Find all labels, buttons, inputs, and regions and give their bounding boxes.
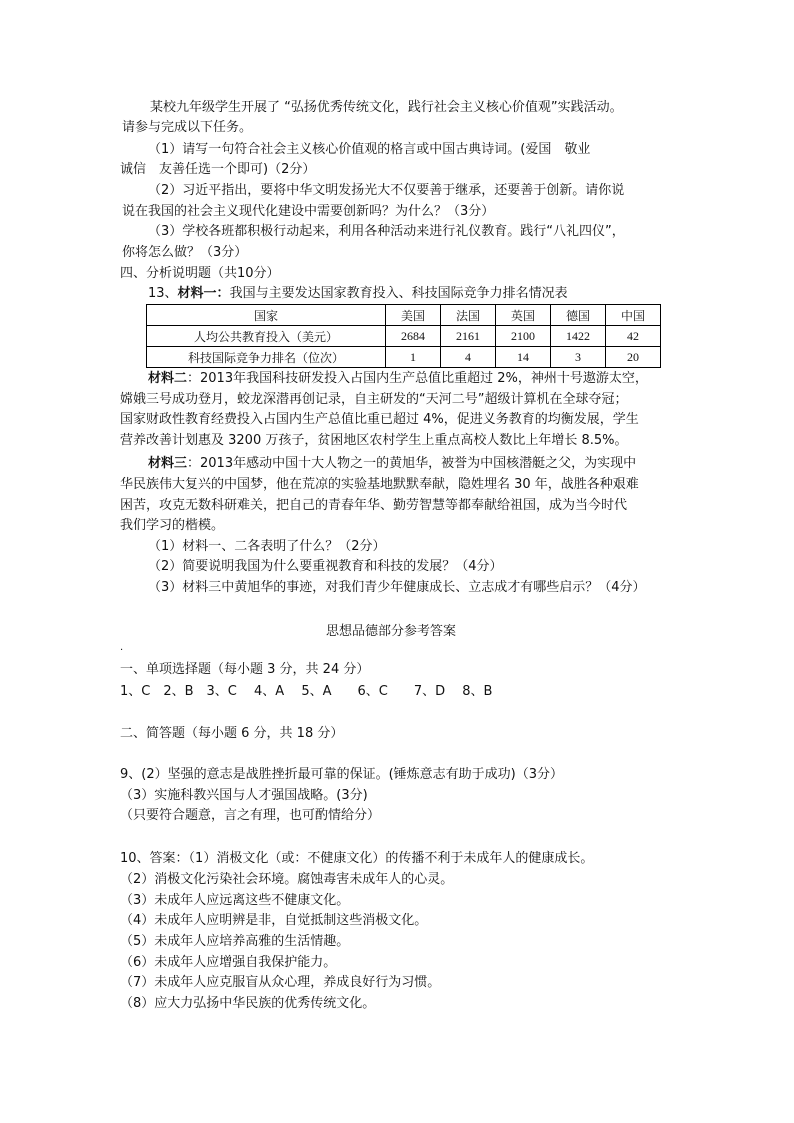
part-2-heading: 二、简答题（每小题 6 分，共 18 分） bbox=[120, 726, 344, 741]
sub-question-1: （1）材料一、二各表明了什么？（2分） bbox=[148, 539, 386, 554]
part-1-answers: 1、C 2、B 3、C 4、A 5、A 6、C 7、D 8、B bbox=[120, 684, 493, 699]
table-header-cell: 德国 bbox=[551, 305, 606, 326]
answer-10-line-6: （6）未成年人应增强自我保护能力。 bbox=[120, 955, 337, 970]
table-header-row bbox=[147, 305, 661, 326]
table-cell: 2161 bbox=[441, 326, 496, 347]
answer-10-line-3: （3）未成年人应远离这些不健康文化。 bbox=[120, 893, 350, 908]
answers-title: 思想品德部分参考答案 bbox=[326, 624, 457, 639]
material-2-line-1 bbox=[148, 369, 648, 389]
question-3-line-2: 你将怎么做？（3分） bbox=[122, 245, 248, 260]
sub-question-3: （3）材料三中黄旭华的事迹，对我们青少年健康成长、立志成才有哪些启示？（4分） bbox=[148, 580, 646, 595]
stray-dot: . bbox=[120, 642, 124, 653]
table-header-cell: 英国 bbox=[496, 305, 551, 326]
material-3-line-3: 困苦，攻克无数科研难关，把自己的青春年华、勤劳智慧等都奉献给祖国，成为当今时代 bbox=[120, 498, 628, 513]
material-2-line-3: 国家财政性教育经费投入占国内生产总值比重已超过 4%，促进义务教育的均衡发展，学生 bbox=[120, 412, 639, 427]
answer-10-line-7: （7）未成年人应克服盲从众心理，养成良好行为习惯。 bbox=[120, 975, 441, 990]
question-2-line-2: 说在我国的社会主义现代化建设中需要创新吗？为什么？（3分） bbox=[122, 204, 495, 219]
question-13-title bbox=[148, 284, 568, 304]
section-4-heading: 四、分析说明题（共10分） bbox=[120, 266, 280, 281]
material-1-title: 我国与主要发达国家教育投入、科技国际竞争力排名情况表 bbox=[229, 286, 568, 301]
material-2-line-2: 嫦娥三号成功登月，蛟龙深潜再创记录，自主研发的“天河二号”超级计算机在全球夺冠； bbox=[120, 392, 628, 407]
material-3-text: ：2013年感动中国十大人物之一的黄旭华，被誉为中国核潜艇之父，为实现中 bbox=[187, 456, 637, 471]
sub-question-2: （2）简要说明我国为什么要重视教育和科技的发展？（4分） bbox=[148, 559, 503, 574]
table-cell: 42 bbox=[606, 326, 661, 347]
intro-line-2: 请参与完成以下任务。 bbox=[122, 120, 253, 135]
table-cell: 14 bbox=[496, 347, 551, 368]
answer-10-line-1: 10、答案：（1）消极文化（或：不健康文化）的传播不利于未成年人的健康成长。 bbox=[120, 851, 594, 866]
question-2-line-1: （2）习近平指出，要将中华文明发扬光大不仅要善于继承，还要善于创新。请你说 bbox=[148, 183, 625, 198]
table-cell: 1 bbox=[386, 347, 441, 368]
answer-9-line-3: （只要符合题意，言之有理，也可酌情给分） bbox=[120, 808, 381, 823]
table-row bbox=[147, 326, 661, 347]
question-13-number: 13、 bbox=[148, 286, 178, 301]
material-2-text: ：2013年我国科技研发投入占国内生产总值比重超过 2%，神州十号遨游太空， bbox=[187, 371, 648, 386]
competitiveness-table bbox=[146, 304, 661, 368]
table-header-cell: 法国 bbox=[441, 305, 496, 326]
table-cell: 人均公共教育投入（美元） bbox=[147, 326, 386, 347]
table-header-cell: 美国 bbox=[386, 305, 441, 326]
answer-9-line-2: （3）实施科教兴国与人才强国战略。(3分) bbox=[120, 788, 368, 803]
material-1-label: 材料一： bbox=[177, 286, 230, 301]
table-cell: 20 bbox=[606, 347, 661, 368]
material-3-line-4: 我们学习的楷模。 bbox=[120, 518, 225, 533]
material-2-line-4: 营养改善计划惠及 3200 万孩子，贫困地区农村学生上重点高校人数比上年增长 8.5%。 bbox=[120, 433, 628, 448]
material-3-label: 材料三 bbox=[148, 456, 188, 471]
answer-10-line-8: （8）应大力弘扬中华民族的优秀传统文化。 bbox=[120, 996, 376, 1011]
table-cell: 2100 bbox=[496, 326, 551, 347]
table-header-cell: 国家 bbox=[147, 305, 386, 326]
table-cell: 2684 bbox=[386, 326, 441, 347]
material-3-line-1 bbox=[148, 454, 636, 474]
part-1-heading: 一、单项选择题（每小题 3 分，共 24 分） bbox=[120, 662, 370, 677]
table-cell: 3 bbox=[551, 347, 606, 368]
table-header-cell: 中国 bbox=[606, 305, 661, 326]
intro-line-1: 某校九年级学生开展了 “弘扬优秀传统文化，践行社会主义核心价值观”实践活动。 bbox=[150, 100, 623, 115]
answer-10-line-4: （4）未成年人应明辨是非，自觉抵制这些消极文化。 bbox=[120, 913, 428, 928]
answer-10-line-2: （2）消极文化污染社会环境。腐蚀毒害未成年人的心灵。 bbox=[120, 872, 454, 887]
table-row bbox=[147, 347, 661, 368]
table-cell: 科技国际竞争力排名（位次） bbox=[147, 347, 386, 368]
question-3-line-1: （3）学校各班都积极行动起来，利用各种活动来进行礼仪教育。践行“八礼四仪”， bbox=[148, 224, 625, 239]
question-1-line-1: （1）请写一句符合社会主义核心价值观的格言或中国古典诗词。(爱国 敬业 bbox=[148, 142, 591, 157]
material-2-label: 材料二 bbox=[148, 371, 188, 386]
answer-10-line-5: （5）未成年人应培养高雅的生活情趣。 bbox=[120, 934, 350, 949]
table-cell: 1422 bbox=[551, 326, 606, 347]
question-1-line-2: 诚信 友善任选一个即可)（2分） bbox=[120, 162, 316, 177]
table-cell: 4 bbox=[441, 347, 496, 368]
material-3-line-2: 华民族伟大复兴的中国梦，他在荒凉的实验基地默默奉献，隐姓埋名 30 年，战胜各种艰难 bbox=[120, 477, 639, 492]
answer-9-line-1: 9、(2）坚强的意志是战胜挫折最可靠的保证。(锤炼意志有助于成功)（3分） bbox=[120, 767, 564, 782]
